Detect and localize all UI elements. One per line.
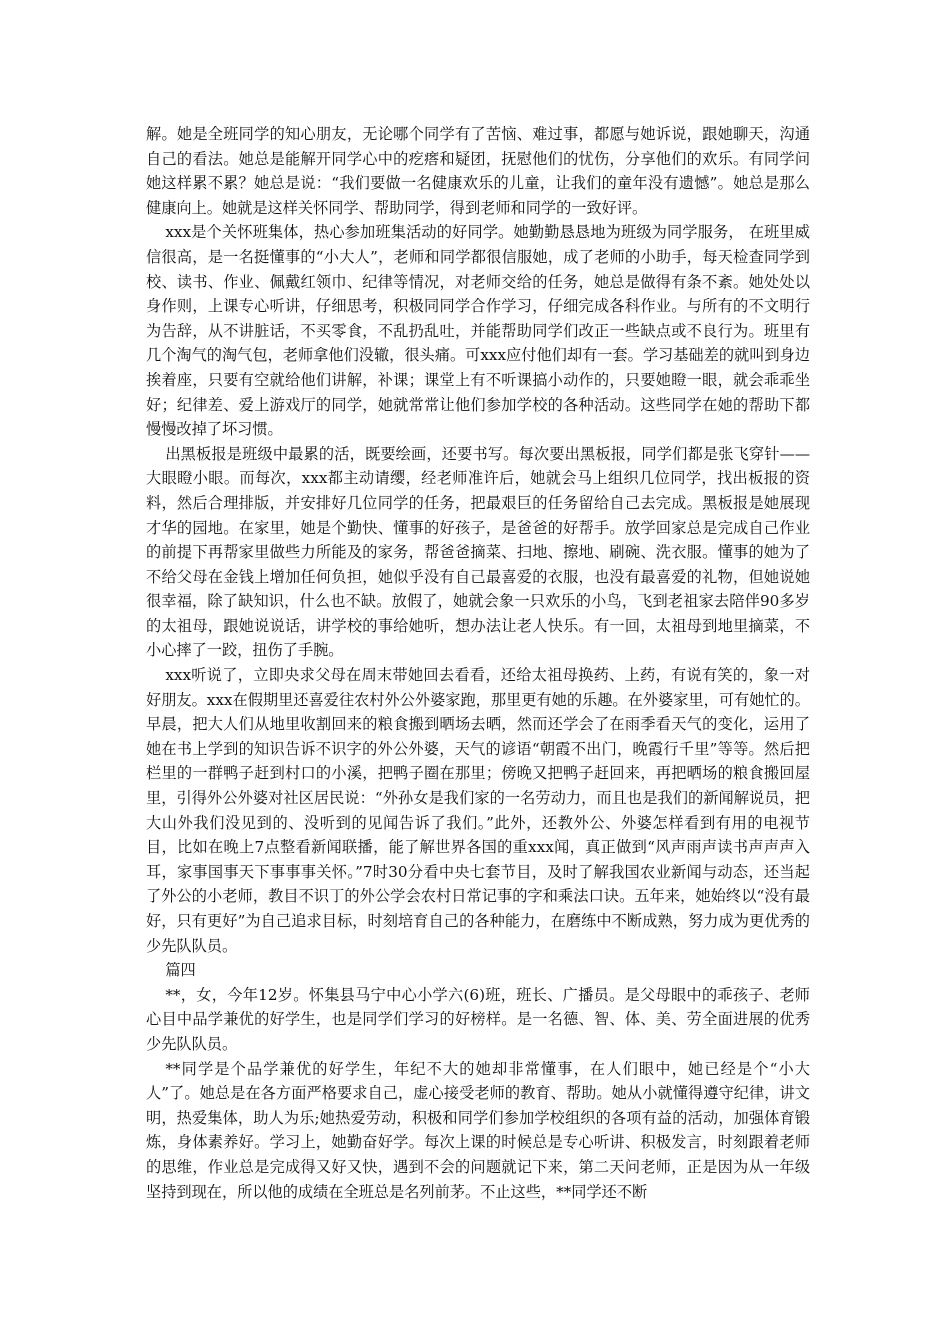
paragraph-6: **同学是个品学兼优的好学生，年纪不大的她却非常懂事，在人们眼中，她已经是个“小大人”了。她总是在各方面严格要求自己，虚心接受老师的教育、帮助。她从小就懂得遵守纪律，讲文明，热爱集体，助人为乐;她热爱劳动，积极和同学们参加学校组织的各项有益的活动，加强体育锻炼，身体素养好。学习上，她勤奋好学。每次上课的时候总是专心听讲、积极发言，时刻跟着老师的思维，作业总是完成得又好又快，遇到不会的问题就记下来，第二天问老师，正是因为从一年级坚持到现在，所以他的成绩在全班总是名列前茅。不止这些，**同学还不断 [146, 1059, 810, 1201]
paragraph-2: xxx是个关怀班集体，热心参加班集活动的好同学。她勤勤恳恳地为班级为同学服务， 在班里威信很高，是一名挺懂事的“小大人”，老师和同学都很信服她，成了老师的小助手，每天检查同学到校、读书、作业、佩戴红领巾、纪律等情况，对老师交给的任务，她总是做得有条不紊。她处处以身作则，上课专心听讲，仔细思考，积极同同学合作学习，仔细完成各科作业。与所有的不文明行为告辞，从不讲脏话，不买零食，不乱扔乱吐，并能帮助同学们改正一些缺点或不良行为。班里有几个淘气的淘气包，老师拿他们没辙，很头痛。可xxx应付他们却有一套。学习基础差的就叫到身边挨着座，只要有空就给他们讲解，补课；课堂上有不听课搞小动作的，只要她瞪一眼，就会乖乖坐好；纪律差、爱上游戏厅的同学，她就常常让他们参加学校的各种活动。这些同学在她的帮助下都慢慢改掉了坏习惯。 [146, 223, 810, 439]
paragraph-5: **，女，今年12岁。怀集县马宁中心小学六(6)班，班长、广播员。是父母眼中的乖孩子、老师心目中品学兼优的好学生，也是同学们学习的好榜样。是一名德、智、体、美、劳全面进展的优秀少先队队员。 [146, 985, 810, 1053]
section-heading: 篇四 [165, 961, 196, 980]
document-page [146, 122, 810, 1204]
paragraph-1: 解。她是全班同学的知心朋友，无论哪个同学有了苦恼、难过事，都愿与她诉说，跟她聊天，沟通自己的看法。她总是能解开同学心中的疙瘩和疑团，抚慰他们的忧伤，分享他们的欢乐。有同学问她这样累不累？她总是说：“我们要做一名健康欢乐的儿童，让我们的童年没有遗憾”。她总是那么健康向上。她就是这样关怀同学、帮助同学，得到老师和同学的一致好评。 [146, 125, 810, 217]
paragraph-4: xxx听说了，立即央求父母在周末带她回去看看，还给太祖母换药、上药，有说有笑的，象一对好朋友。xxx在假期里还喜爱往农村外公外婆家跑，那里更有她的乐趣。在外婆家里，可有她忙的。早晨，把大人们从地里收割回来的粮食搬到晒场去晒，然而还学会了在雨季看天气的变化，运用了她在书上学到的知识告诉不识字的外公外婆，天气的谚语“朝霞不出门，晚霞行千里”等等。然后把栏里的一群鸭子赶到村口的小溪，把鸭子圈在那里；傍晚又把鸭子赶回来，再把晒场的粮食搬回屋里，引得外公外婆对社区居民说：“外孙女是我们家的一名劳动力，而且也是我们的新闻解说员，把大山外我们没见到的、没听到的见闻告诉了我们。”此外，还教外公、外婆怎样看到有用的电视节目，比如在晚上7点整看新闻联播，能了解世界各国的重xxx闻，真正做到“风声雨声读书声声声入耳，家事国事天下事事事关怀。”7时30分看中央七套节目，及时了解我国农业新闻与动态，还当起了外公的小老师，教目不识丁的外公学会农村日常记事的字和乘法口诀。五年来，她始终以“没有最好，只有更好”为自己追求目标，时刻培育自己的各种能力，在磨练中不断成熟，努力成为更优秀的少先队队员。 [146, 666, 810, 955]
paragraph-3: 出黑板报是班级中最累的活，既要绘画，还要书写。每次要出黑板报，同学们都是张飞穿针——大眼瞪小眼。而每次，xxx都主动请缨，经老师准许后，她就会马上组织几位同学，找出板报的资料，然后合理排版，并安排好几位同学的任务，把最艰巨的任务留给自己去完成。黑板报是她展现才华的园地。在家里，她是个勤快、懂事的好孩子，是爸爸的好帮手。放学回家总是完成自己作业的前提下再帮家里做些力所能及的家务，帮爸爸摘菜、扫地、擦地、刷碗、洗衣服。懂事的她为了不给父母在金钱上增加任何负担，她似乎没有自己最喜爱的衣服，也没有最喜爱的礼物，但她说她很幸福，除了缺知识，什么也不缺。放假了，她就会象一只欢乐的小鸟，飞到老祖家去陪伴90多岁的太祖母，跟她说说话，讲学校的事给她听，想办法让老人快乐。有一回，太祖母到地里摘菜，不小心摔了一跤，扭伤了手腕。 [146, 444, 810, 660]
